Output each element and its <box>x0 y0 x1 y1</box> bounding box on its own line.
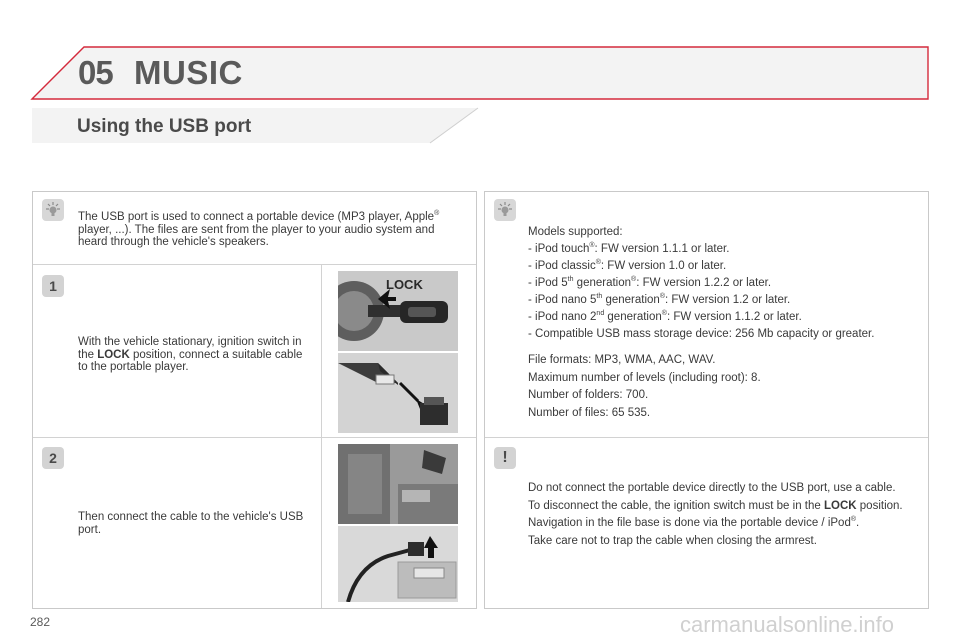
model-item: - iPod touch®: FW version 1.1.1 or later. <box>528 242 730 255</box>
max-folders: Number of folders: 700. <box>528 389 649 401</box>
left-col-divider-1 <box>321 265 322 437</box>
step-2-text: Then connect the cable to the vehicle's USB port. <box>78 511 304 536</box>
intro-text <box>78 211 458 249</box>
file-limits <box>528 352 918 422</box>
usb-port-photo <box>338 526 458 602</box>
usb-cable-photo <box>338 353 458 433</box>
models-info <box>528 224 918 343</box>
ignition-key-photo <box>338 271 458 351</box>
step-1-text-b: position, connect a suitable cable to the portable player. <box>78 348 303 373</box>
warning-text <box>528 482 913 552</box>
step-1-badge: 1 <box>42 275 64 297</box>
chapter-number: 05 <box>78 54 113 91</box>
step-1-text <box>78 336 308 374</box>
model-item: - iPod nano 5th generation®: FW version 1.2 or later. <box>528 293 791 306</box>
step-1-text-a: With the vehicle stationary, ignition switch in the <box>78 336 302 361</box>
page-number: 282 <box>30 615 51 629</box>
section-title: Using the USB port <box>77 116 252 137</box>
left-col-divider-2 <box>321 438 322 608</box>
chapter-title: MUSIC <box>134 54 243 91</box>
model-item: - iPod nano 2nd generation®: FW version 1.1.2 or later. <box>528 310 802 323</box>
file-formats: File formats: MP3, WMA, AAC, WAV. <box>528 354 716 366</box>
lock-label: LOCK <box>386 277 423 292</box>
warning-p2: To disconnect the cable, the ignition switch must be in the LOCK position. <box>528 499 903 512</box>
model-item: - Compatible USB mass storage device: 256 Mb capacity or greater. <box>528 328 875 340</box>
intro-text-a: The USB port is used to connect a portable device (MP3 player, Apple <box>78 211 435 223</box>
max-levels: Maximum number of levels (including root): 8. <box>528 371 761 384</box>
bulb-icon <box>42 199 64 221</box>
left-divider-1 <box>33 264 476 265</box>
models-title: Models supported: <box>528 226 623 238</box>
right-divider <box>485 437 928 438</box>
warning-p3: Navigation in the file base is done via the portable device / iPod®. <box>528 516 860 529</box>
reg-mark: ® <box>434 210 440 218</box>
warning-p4: Take care not to trap the cable when closing the armrest. <box>528 534 817 547</box>
left-divider-2 <box>33 437 476 438</box>
bulb-icon <box>494 199 516 221</box>
max-files: Number of files: 65 535. <box>528 406 651 419</box>
warning-p1: Do not connect the portable device directly to the USB port, use a cable. <box>528 482 896 494</box>
model-item: - iPod classic®: FW version 1.0 or later. <box>528 259 727 272</box>
lock-keyword: LOCK <box>97 348 130 361</box>
armrest-photo <box>338 444 458 524</box>
intro-text-b: player, ...). The files are sent from the player to your audio system and heard through the vehicle's speakers. <box>78 223 435 248</box>
warning-icon: ! <box>494 447 516 469</box>
model-item: - iPod 5th generation®: FW version 1.2.2 or later. <box>528 276 772 289</box>
watermark-text: carmanualsonline.info <box>680 612 895 637</box>
step-2-badge: 2 <box>42 447 64 469</box>
